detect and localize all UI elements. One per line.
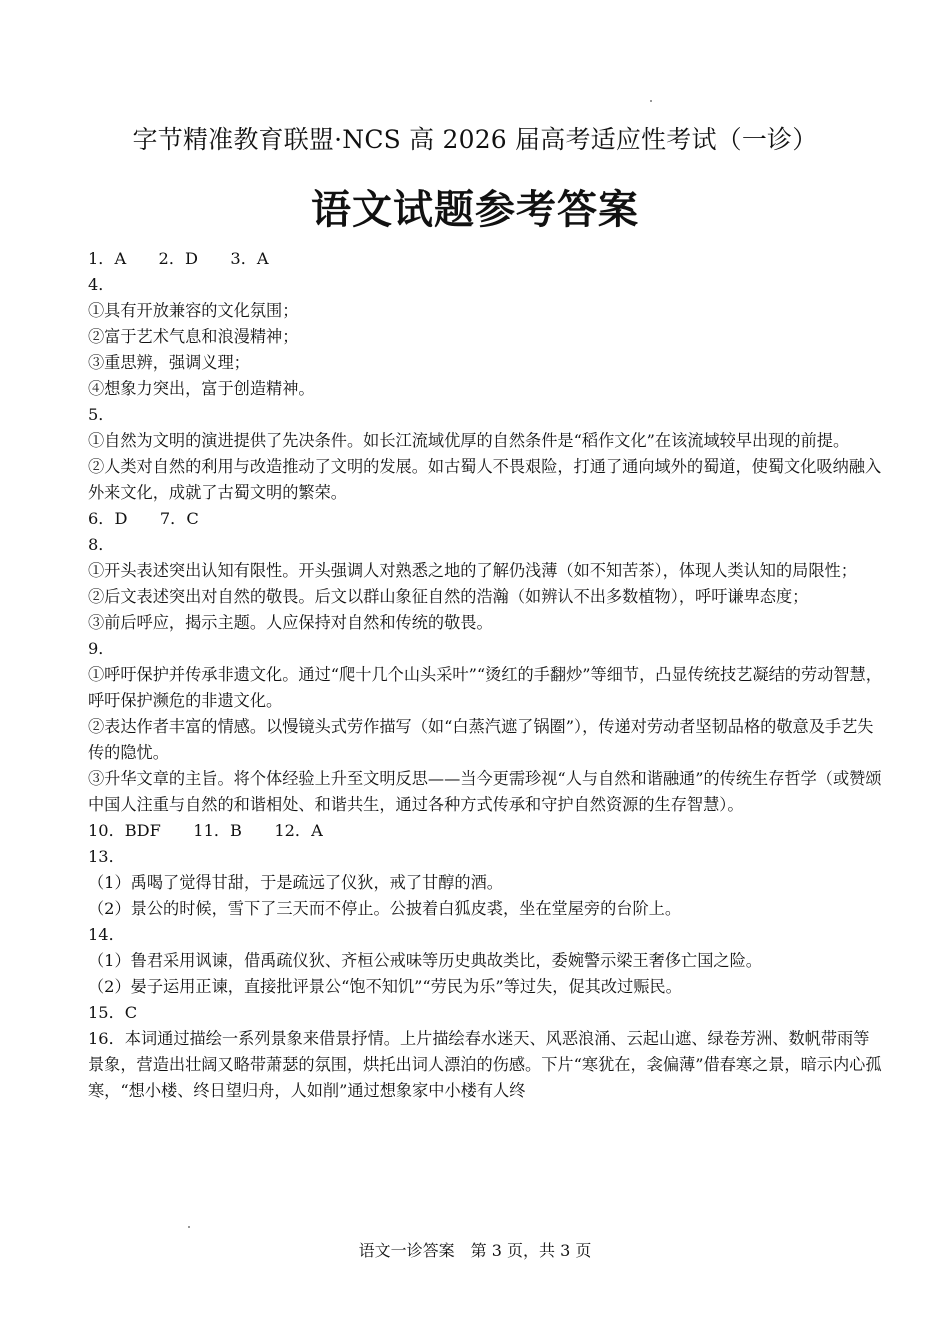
scan-speck	[650, 100, 652, 102]
exam-subtitle: 字节精准教育联盟·NCS 高 2026 届高考适应性考试（一诊）	[132, 125, 818, 154]
answer-point: ②人类对自然的利用与改造推动了文明的发展。如古蜀人不畏艰险，打通了通向域外的蜀道，使蜀文化吸纳融入外来文化，成就了古蜀文明的繁荣。	[88, 457, 882, 502]
answer-point: ③重思辨，强调义理；	[88, 353, 250, 372]
answer-choices-1-3: 1．A 2．D 3．A	[88, 249, 269, 268]
answer-point: ①呼吁保护并传承非遗文化。通过“爬十几个山头采叶”“烫红的手翻炒”等细节，凸显传统技艺凝结的劳动智慧，呼吁保护濒危的非遗文化。	[88, 665, 882, 710]
answer-point: ②后文表述突出对自然的敬畏。后文以群山象征自然的浩瀚（如辨认不出多数植物），呼吁谦卑态度；	[88, 587, 809, 606]
answer-point: ①具有开放兼容的文化氛围；	[88, 301, 299, 320]
answer-point: ①开头表述突出认知有限性。开头强调人对熟悉之地的了解仍浅薄（如不知苦茶），体现人类认知的局限性；	[88, 561, 857, 580]
answer-point: ④想象力突出，富于创造精神。	[88, 379, 315, 398]
question-number-4: 4．	[88, 275, 115, 294]
answer-point: ①自然为文明的演进提供了先决条件。如长江流域优厚的自然条件是“稻作文化”在该流域较早出现的前提。	[88, 431, 850, 450]
translation-answer: （2）景公的时候，雪下了三天而不停止。公披着白狐皮裘，坐在堂屋旁的台阶上。	[88, 899, 682, 918]
answer-choices-10-12: 10．BDF 11．B 12．A	[88, 821, 323, 840]
answer-point: ③前后呼应，揭示主题。人应保持对自然和传统的敬畏。	[88, 613, 493, 632]
question-number-8: 8．	[88, 535, 115, 554]
question-number-14: 14．	[88, 925, 125, 944]
poetry-appreciation-answer: 16．本词通过描绘一系列景象来借景抒情。上片描绘春水迷天、风恶浪涌、云起山遮、绿卷芳洲、数帆带雨等景象，营造出壮阔又略带萧瑟的氛围，烘托出词人漂泊的伤感。下片“寒犹在，衾偏薄”借春寒之景，暗示内心孤寒，“想小楼、终日望归舟，人如削”通过想象家中小楼有人终	[88, 1029, 882, 1100]
analysis-answer: （1）鲁君采用讽谏，借禹疏仪狄、齐桓公戒味等历史典故类比，委婉警示梁王奢侈亡国之险。	[88, 951, 762, 970]
question-number-5: 5．	[88, 405, 115, 424]
answer-point: ②富于艺术气息和浪漫精神；	[88, 327, 299, 346]
scan-speck	[188, 1226, 190, 1228]
answer-choices-6-7: 6．D 7．C	[88, 509, 199, 528]
answer-point: ③升华文章的主旨。将个体经验上升至文明反思——当今更需珍视“人与自然和谐融通”的传统生存哲学（或赞颂中国人注重与自然的和谐相处、和谐共生，通过各种方式传承和守护自然资源的生存智慧）。	[88, 769, 882, 814]
question-number-9: 9．	[88, 639, 115, 658]
question-number-13: 13．	[88, 847, 125, 866]
answer-point: ②表达作者丰富的情感。以慢镜头式劳作描写（如“白蒸汽遮了锅圈”），传递对劳动者坚韧品格的敬意及手艺失传的隐忧。	[88, 717, 874, 762]
analysis-answer: （2）晏子运用正谏，直接批评景公“饱不知饥”“劳民为乐”等过失，促其改过赈民。	[88, 977, 682, 996]
translation-answer: （1）禹喝了觉得甘甜，于是疏远了仪狄，戒了甘醇的酒。	[88, 873, 503, 892]
page-footer: 语文一诊答案 第 3 页，共 3 页	[358, 1241, 592, 1260]
answer-content	[88, 246, 882, 1104]
answer-choice-15: 15．C	[88, 1003, 138, 1022]
page-title: 语文试题参考答案	[311, 187, 639, 233]
